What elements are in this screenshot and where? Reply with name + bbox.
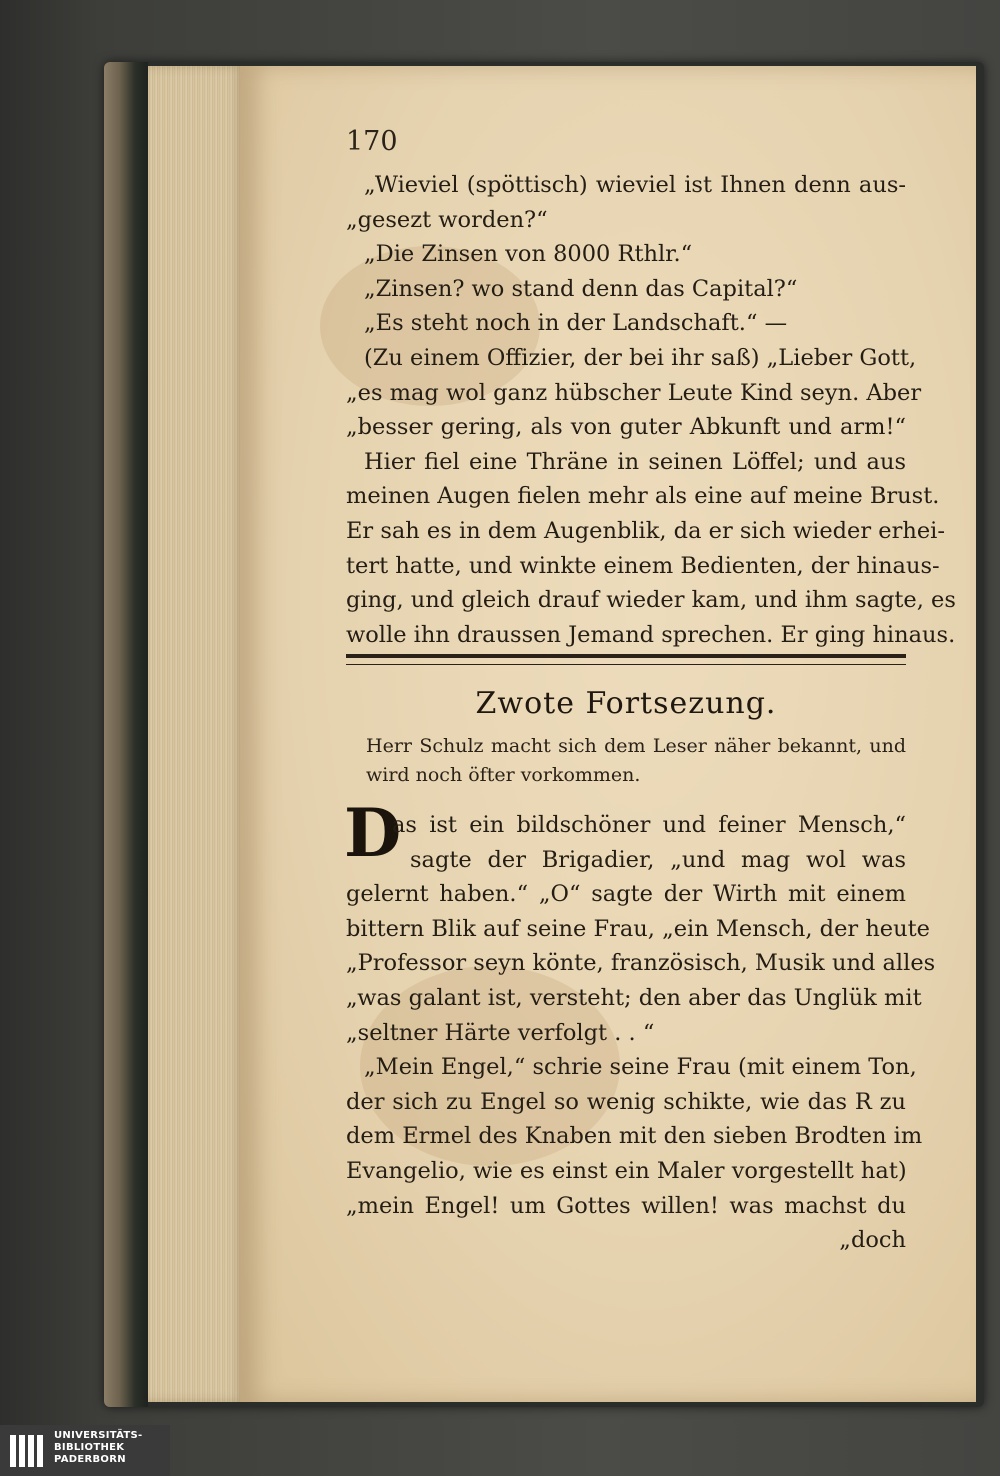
- text-line: der sich zu Engel so wenig schikte, wie das R zu: [346, 1088, 906, 1115]
- text-line: „Es steht noch in der Landschaft.“ —: [364, 310, 788, 337]
- page-edges: [148, 66, 244, 1402]
- text-line: „Die Zinsen von 8000 Rthlr.“: [364, 241, 693, 268]
- section-summary: [366, 732, 906, 790]
- drop-cap: D: [344, 794, 402, 872]
- text-line: Er sah es in dem Augenblik, da er sich wieder erhei-: [346, 517, 945, 544]
- text-line: „mein Engel! um Gottes willen! was machst du: [346, 1192, 906, 1219]
- text-line: bittern Blik auf seine Frau, „ein Mensch, der heute: [346, 915, 930, 942]
- text-line: „Professor seyn könte, französisch, Musik und alles: [346, 950, 936, 977]
- text-line: „es mag wol ganz hübscher Leute Kind seyn. Aber: [346, 379, 922, 406]
- text-line: tert hatte, und winkte einem Bedienten, der hinaus-: [346, 552, 940, 579]
- text-line: „Zinsen? wo stand denn das Capital?“: [364, 275, 798, 302]
- text-line: dem Ermel des Knaben mit den sieben Brodten im: [346, 1123, 923, 1150]
- text-line: as ist ein bildschöner und feiner Mensch,“: [392, 812, 906, 838]
- text-line: wolle ihn draussen Jemand sprechen. Er ging hinaus.: [346, 621, 956, 648]
- text-line: gelernt haben.“ „O“ sagte der Wirth mit einem: [346, 881, 906, 908]
- text-line: „gesezt worden?“: [346, 206, 548, 233]
- text-line: „besser gering, als von guter Abkunft und arm!“: [346, 414, 906, 441]
- library-logo: [0, 1425, 170, 1476]
- section-rule-thin: [346, 664, 906, 665]
- library-logo-icon: [8, 1433, 48, 1469]
- library-logo-text: [54, 1430, 143, 1466]
- text-line: meinen Augen fielen mehr als eine auf meine Brust.: [346, 483, 940, 510]
- summary-line: wird noch öfter vorkommen.: [366, 764, 641, 786]
- book-spine: [104, 62, 148, 1407]
- text-line: „Wieviel (spöttisch) wieviel ist Ihnen denn aus-: [364, 172, 906, 198]
- logo-line: UNIVERSITÄTS-: [54, 1430, 143, 1441]
- text-line: „Mein Engel,“ schrie seine Frau (mit einem Ton,: [364, 1054, 917, 1081]
- summary-line: Herr Schulz macht sich dem Leser näher bekannt, und: [366, 735, 906, 757]
- section-heading: Zwote Fortsezung.: [475, 686, 777, 721]
- page-number: 170: [346, 126, 398, 157]
- body-paragraphs: [346, 808, 936, 1258]
- text-line: ging, und gleich drauf wieder kam, und ihm sagte, es: [346, 587, 956, 614]
- logo-line: PADERBORN: [54, 1454, 126, 1465]
- text-line: Evangelio, wie es einst ein Maler vorgestellt hat): [346, 1157, 907, 1184]
- text-line: „seltner Härte verfolgt . . “: [346, 1019, 655, 1046]
- top-paragraphs: [346, 168, 956, 652]
- logo-line: BIBLIOTHEK: [54, 1442, 125, 1453]
- text-line: sagte der Brigadier, „und mag wol was: [410, 846, 906, 873]
- catchword: „doch: [839, 1227, 906, 1254]
- text-line: (Zu einem Offizier, der bei ihr saß) „Lieber Gott,: [364, 344, 917, 371]
- text-line: „was galant ist, versteht; den aber das Unglük mit: [346, 984, 922, 1011]
- text-line: Hier fiel eine Thräne in seinen Löffel; und aus: [364, 448, 906, 475]
- section-rule-thick: [346, 654, 906, 658]
